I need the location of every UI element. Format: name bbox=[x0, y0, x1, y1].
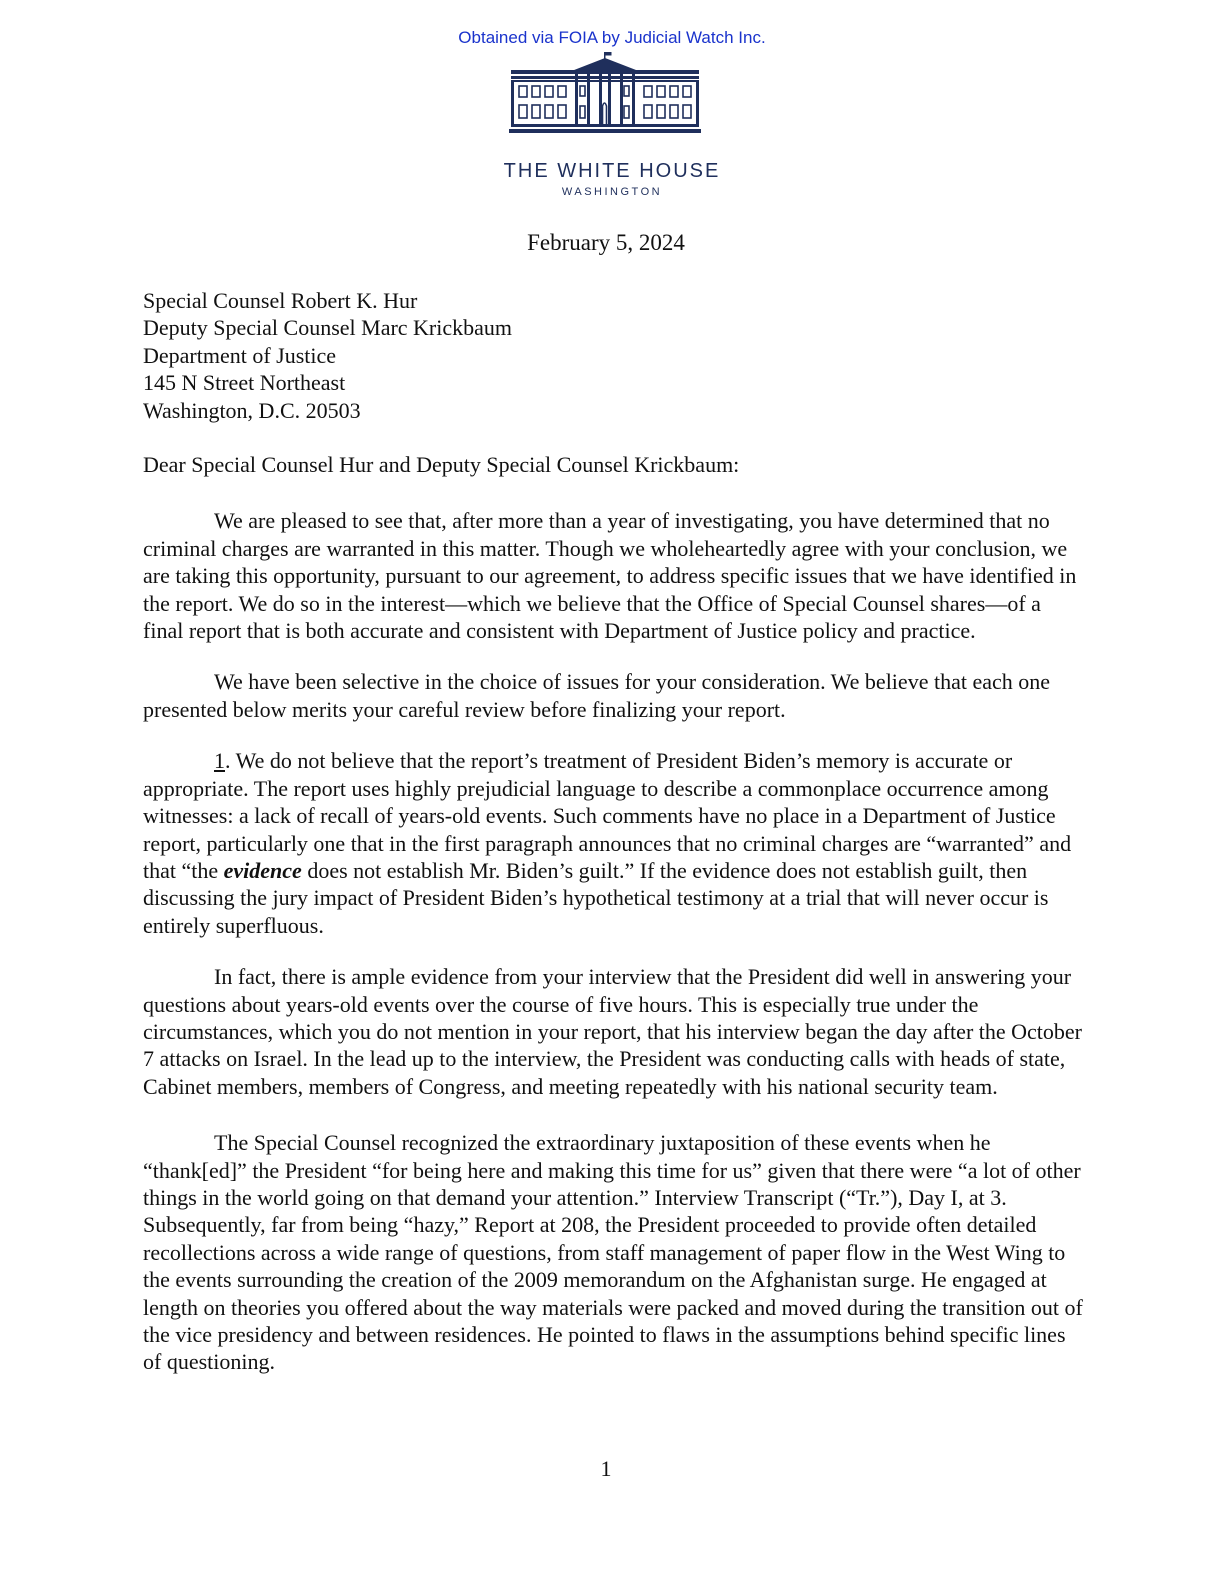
item-number: 1 bbox=[214, 748, 225, 774]
paragraph-3 bbox=[143, 747, 1083, 939]
paragraph-3-text-b: does not establish Mr. Biden’s guilt.” If the evidence does not establish guilt, then discussing the jury impact of President Biden’s hypothetical testimony at a trial that will never occur is entirely superfluous. bbox=[143, 857, 1049, 938]
address-line: Special Counsel Robert K. Hur bbox=[143, 288, 418, 313]
white-house-building-icon bbox=[509, 52, 701, 136]
address-line: Washington, D.C. 20503 bbox=[143, 397, 361, 423]
address-line: Deputy Special Counsel Marc Krickbaum bbox=[143, 315, 513, 341]
page-number: 1 bbox=[600, 1456, 612, 1481]
recipient-address bbox=[143, 287, 1083, 424]
paragraph-3-text-a: . We do not believe that the report’s treatment of President Biden’s memory is accurate or appropriate. The report uses highly prejudicial language to describe a commonplace occurrence among witnesses: a lack of recall of years-old events. Such comments have no place in a Department of Justice report, particularly one that in the first paragraph announces that no criminal charges are “warranted” and that “the bbox=[143, 748, 1072, 883]
letterhead-name: THE WHITE HOUSE bbox=[503, 160, 721, 182]
salutation: Dear Special Counsel Hur and Deputy Special Counsel Krickbaum: bbox=[143, 452, 740, 478]
emphasis-evidence: evidence bbox=[223, 857, 302, 883]
paragraph-2: We have been selective in the choice of issues for your consideration. We believe that each one presented below merits your careful review before finalizing your report. bbox=[143, 669, 1050, 722]
paragraph-5: The Special Counsel recognized the extraordinary juxtaposition of these events when he “thank[ed]” the President “for being here and making this time for us” given that there were “a lot of other things in the world going on that demand your attention.” Interview Transcript (“Tr.”), Day I, at 3. Subsequently, far from being “hazy,” Report at 208, the President proceeded to provide often detailed recollections across a wide range of questions, from staff management of paper flow in the West Wing to the events surrounding the creation of the 2009 memorandum on the Afghanistan surge. He engaged at length on theories you offered about the way materials were packed and moved during the transition out of the vice presidency and between residences. He pointed to flaws in the assumptions behind specific lines of questioning. bbox=[143, 1130, 1083, 1375]
address-line: 145 N Street Northeast bbox=[143, 370, 346, 396]
paragraph-4: In fact, there is ample evidence from your interview that the President did well in answering your questions about years-old events over the course of five hours. This is especially true under the circumstances, which you do not mention in your report, that his interview began the day after the October 7 attacks on Israel. In the lead up to the interview, the President was conducting calls with heads of state, Cabinet members, members of Congress, and meeting repeatedly with his national security team. bbox=[143, 964, 1082, 1099]
paragraph-1: We are pleased to see that, after more than a year of investigating, you have determined that no criminal charges are warranted in this matter. Though we wholeheartedly agree with your conclusion, we are taking this opportunity, pursuant to our agreement, to address specific issues that we have identified in the report. We do so in the interest—which we believe that the Office of Special Counsel shares—of a final report that is both accurate and consistent with Department of Justice policy and practice. bbox=[143, 508, 1077, 644]
letter-date: February 5, 2024 bbox=[527, 230, 685, 255]
letter-body bbox=[143, 287, 1083, 1376]
letterhead-city: WASHINGTON bbox=[561, 186, 663, 198]
address-line: Department of Justice bbox=[143, 342, 337, 368]
foia-stamp: Obtained via FOIA by Judicial Watch Inc. bbox=[458, 28, 766, 47]
